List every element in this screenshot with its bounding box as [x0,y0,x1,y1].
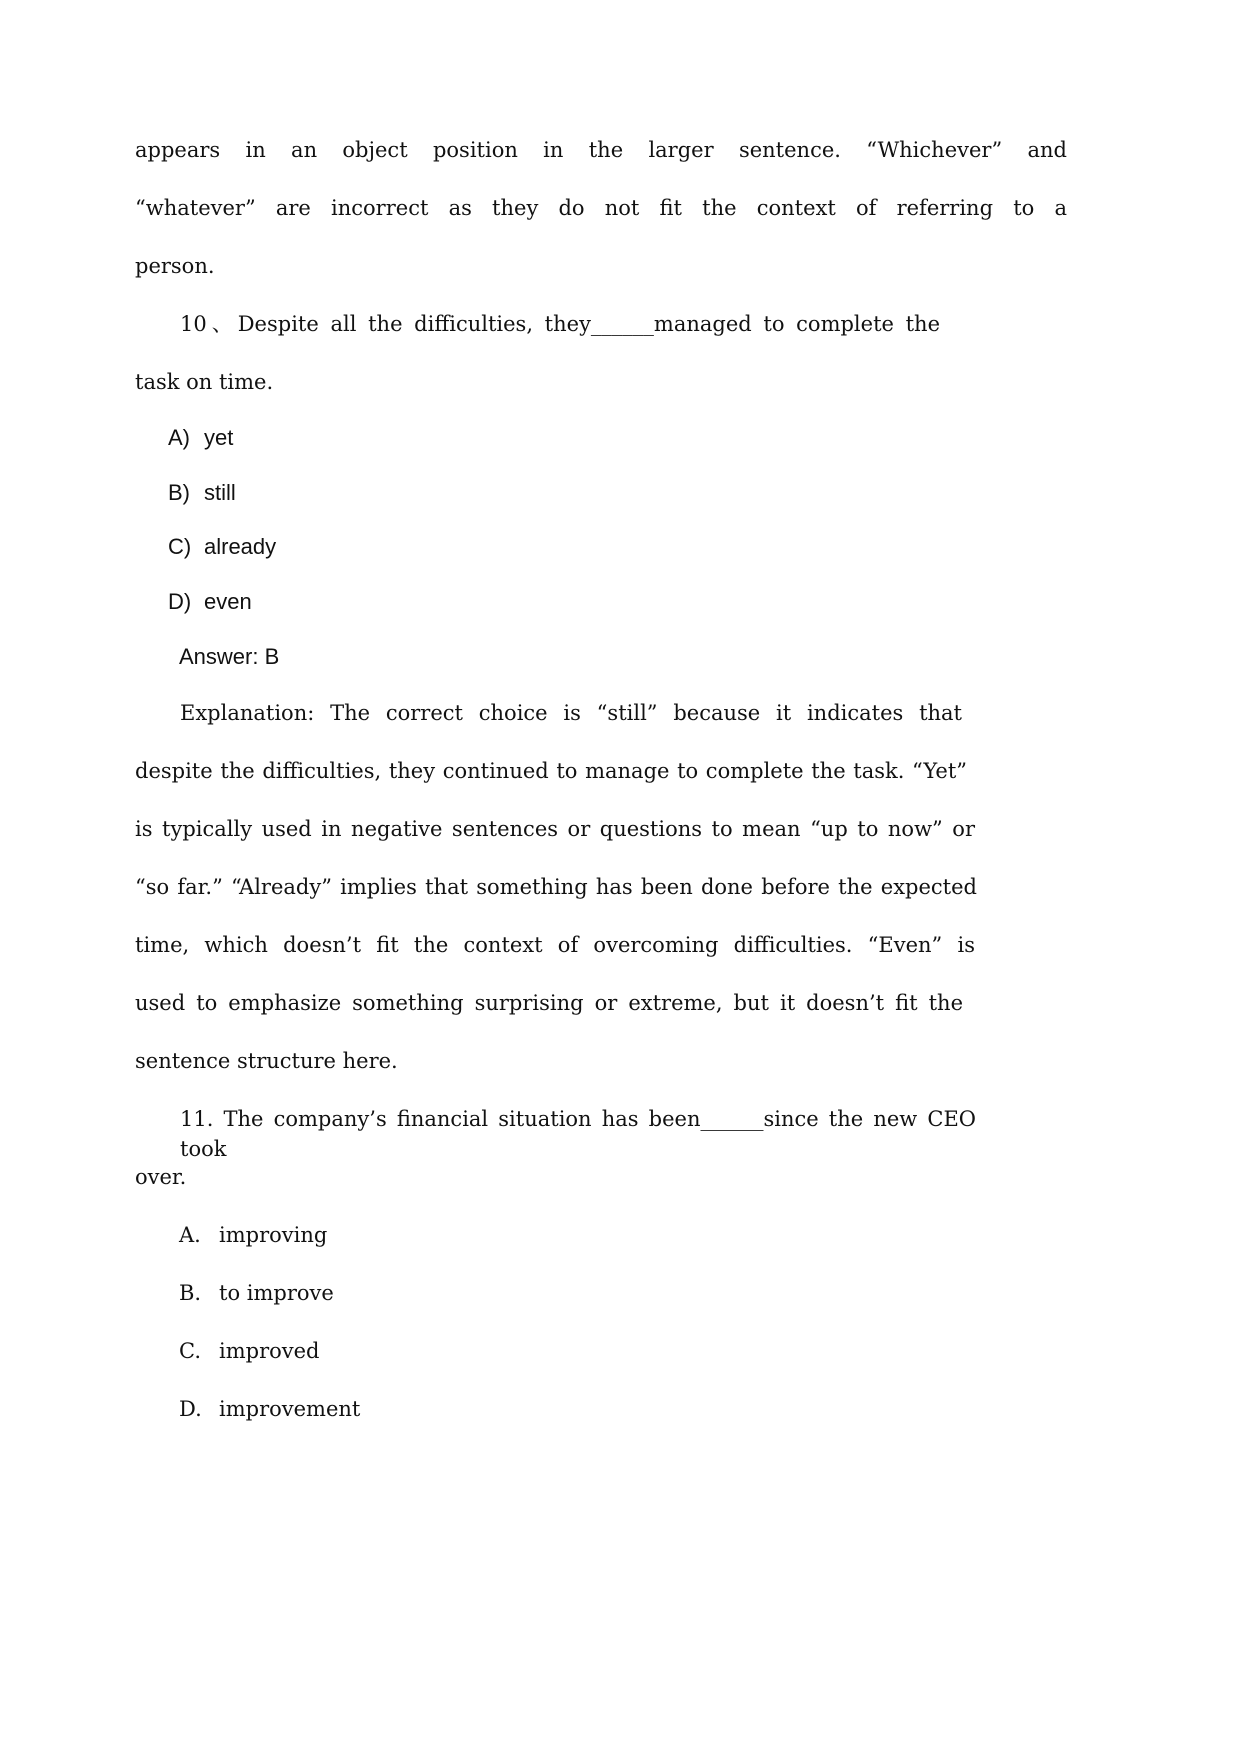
option-text: improving [219,1223,328,1247]
question-10-option-a [168,423,233,453]
question-10-explanation-line-3: is typically used in negative sentences or questions to mean “up to now” or [135,817,975,841]
prev-explanation-line-3: person. [135,254,215,278]
option-text: yet [204,425,234,450]
question-10-option-c [168,532,276,562]
option-text: improved [219,1339,320,1363]
prev-explanation-line-2: “whatever” are incorrect as they do not fit the context of referring to a [135,196,1067,220]
prev-explanation-line-1: appears in an object position in the larger sentence. “Whichever” and [135,138,1067,162]
option-label: A) [168,425,190,450]
option-label: C. [179,1339,201,1363]
question-10-explanation-line-7: sentence structure here. [135,1049,398,1073]
question-10-option-d [168,587,252,617]
option-label: A. [179,1223,201,1247]
question-10-stem-line-1: 10、Despite all the difficulties, they______managed to complete the [180,312,940,336]
question-10-explanation-line-5: time, which doesn’t fit the context of overcoming difficulties. “Even” is [135,933,975,957]
question-10-explanation-line-1: Explanation: The correct choice is “still” because it indicates that [180,701,962,725]
option-label: D) [168,589,192,614]
question-11-option-c [179,1336,320,1366]
question-10-explanation-line-2: despite the difficulties, they continued to manage to complete the task. “Yet” [135,759,967,783]
question-11-option-a [179,1220,327,1250]
option-label: B. [179,1281,202,1305]
question-10-stem-line-2: task on time. [135,370,274,394]
option-text: to improve [219,1281,334,1305]
option-label: C) [168,534,192,559]
question-11-option-b [179,1278,334,1308]
question-10-explanation-line-4: “so far.” “Already” implies that something has been done before the expected [135,875,977,899]
question-11-stem-line-1: 11. The company’s financial situation has been______since the new CEO took [180,1107,976,1161]
question-10-explanation-line-6: used to emphasize something surprising or extreme, but it doesn’t fit the [135,991,963,1015]
option-text: even [204,589,252,614]
question-11-option-d [179,1394,360,1424]
option-text: improvement [219,1397,361,1421]
question-10-option-b [168,478,236,508]
option-text: already [204,534,277,559]
option-text: still [204,480,236,505]
question-11-stem-line-2: over. [135,1165,187,1189]
question-10-answer: Answer: B [179,644,280,669]
option-label: D. [179,1397,202,1421]
option-label: B) [168,480,190,505]
